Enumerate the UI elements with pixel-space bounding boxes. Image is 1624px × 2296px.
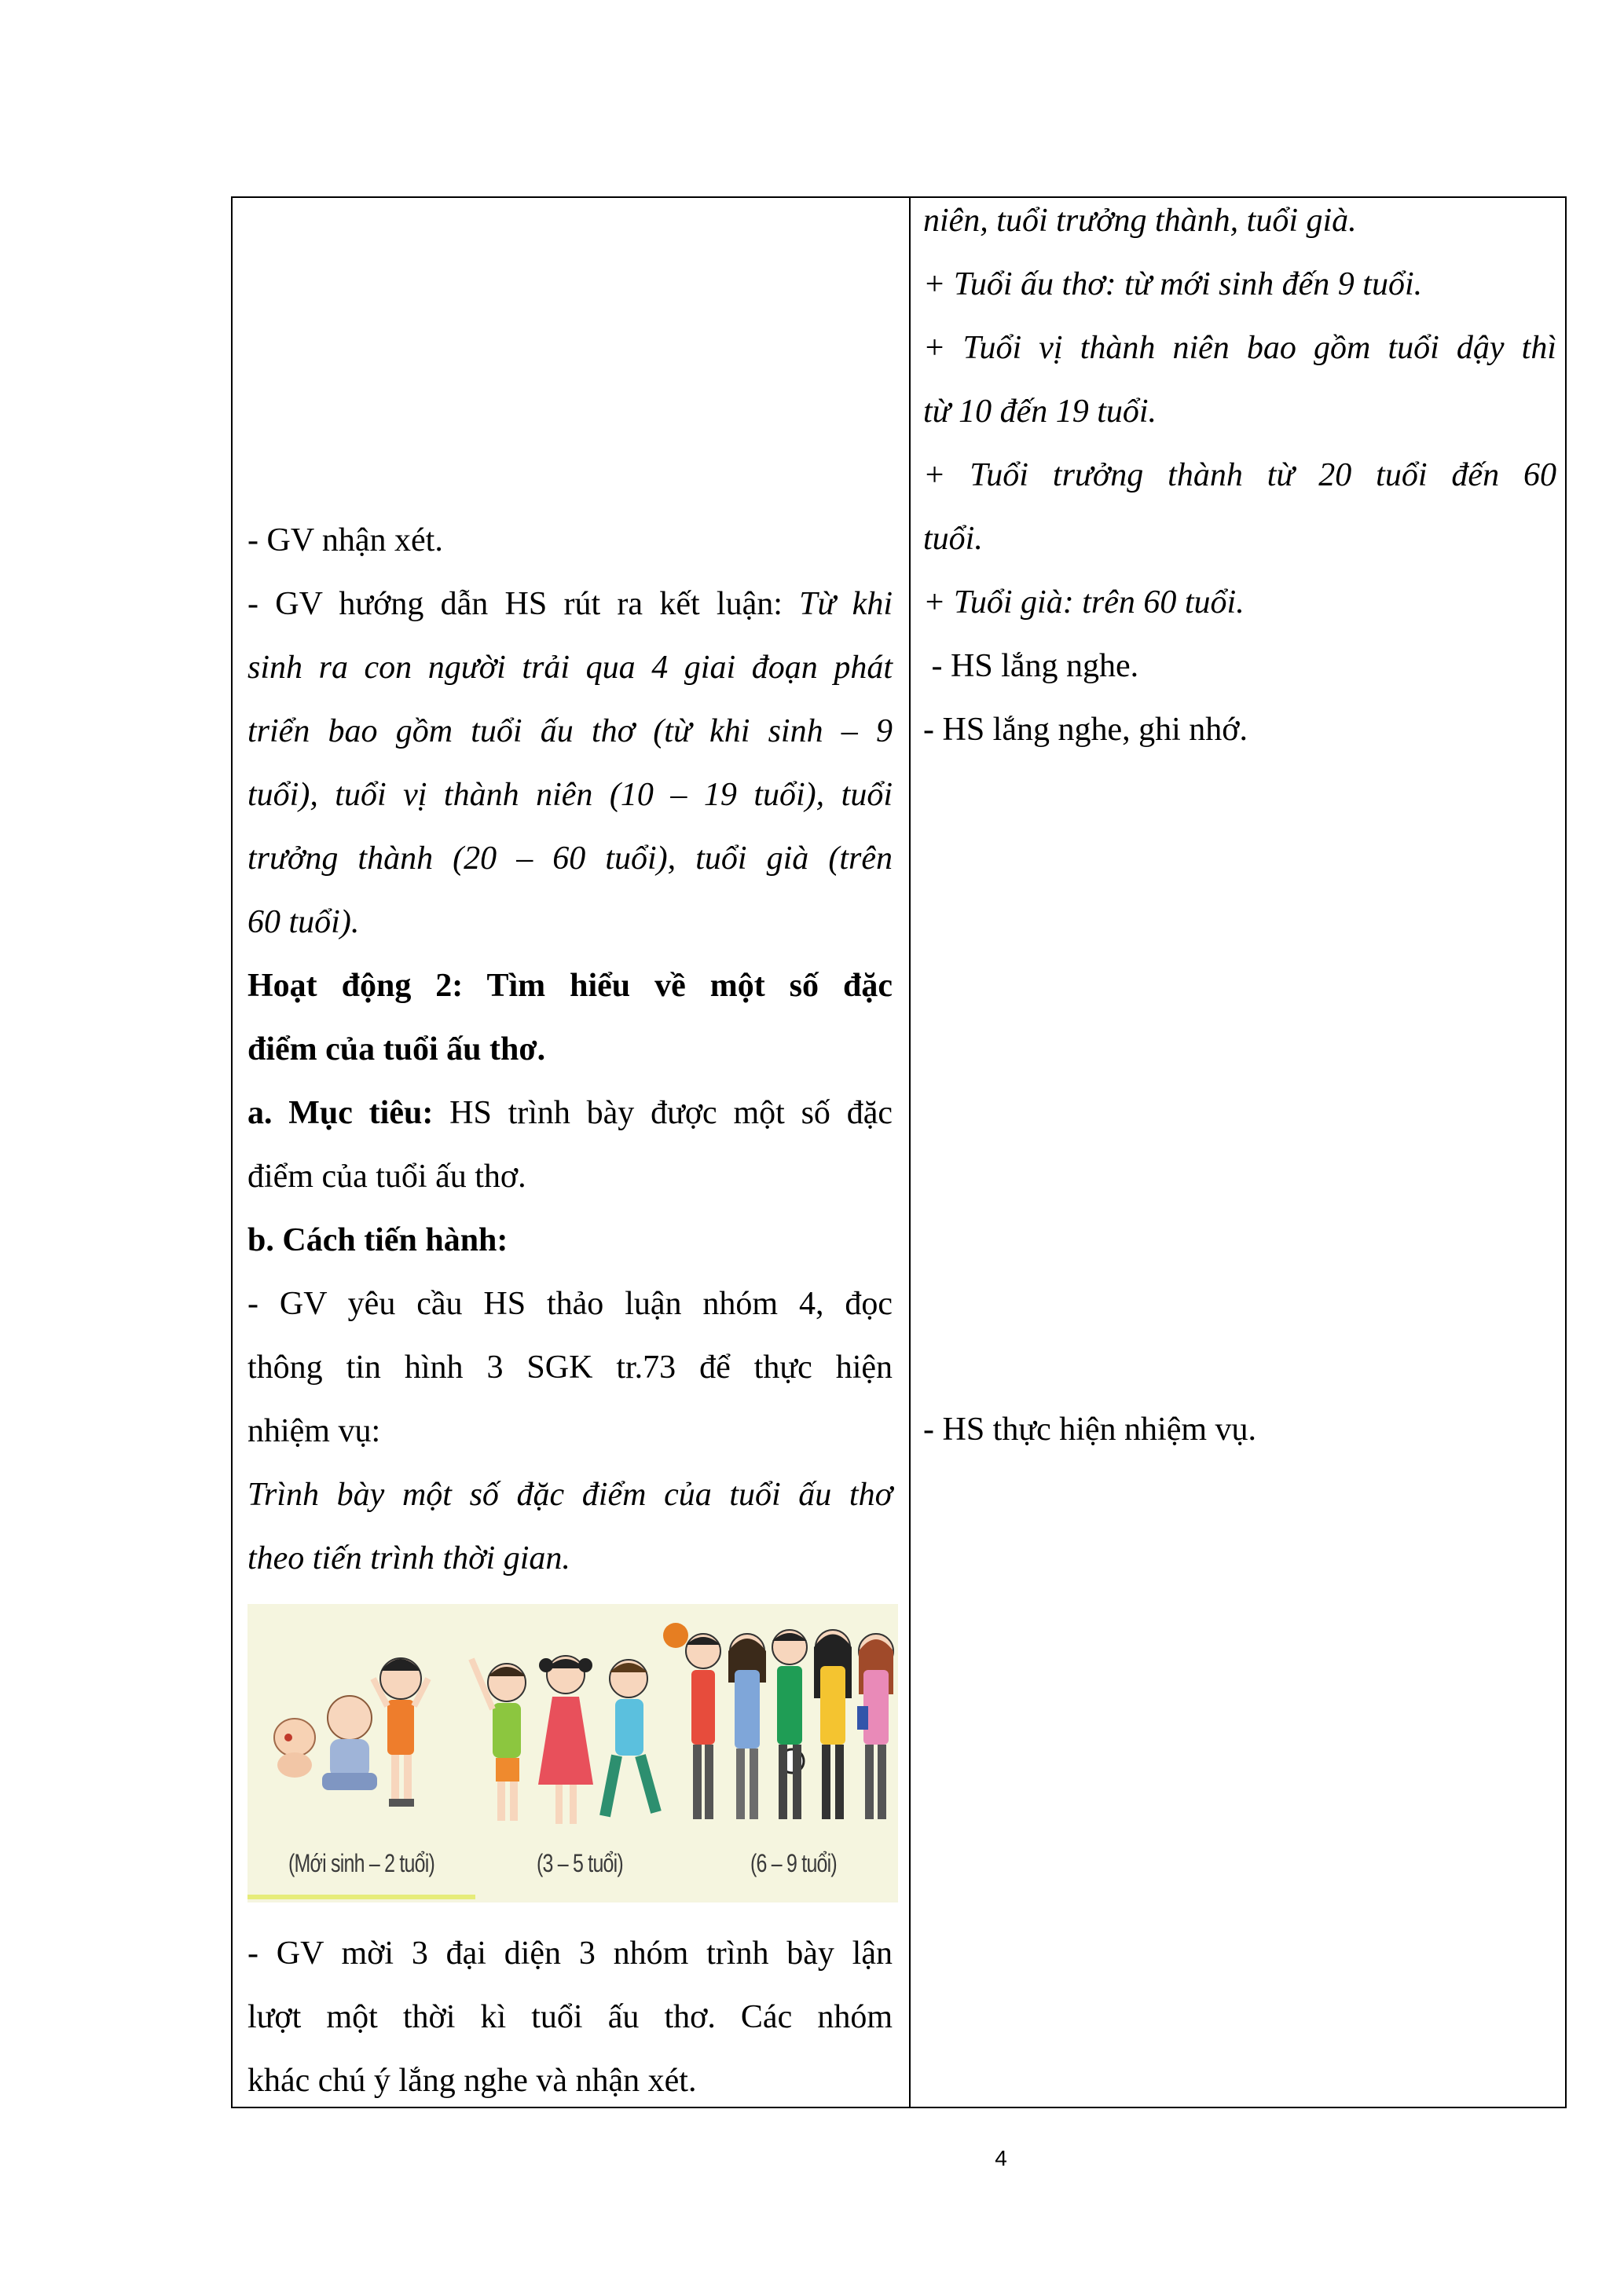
column-divider — [909, 198, 911, 2107]
cach-tien-hanh-heading: b. Cách tiến hành: — [247, 1222, 508, 1258]
lesson-table — [231, 196, 1567, 2108]
activity-2-heading-2: điểm của tuổi ấu thơ. — [247, 1031, 546, 1067]
moi-line-2: lượt một thời kì tuổi ấu thơ. Các nhóm — [247, 1999, 893, 2035]
right-line-7: + Tuổi già: trên 60 tuổi. — [923, 584, 1245, 621]
boy-running-figure — [605, 1660, 656, 1816]
right-line-8: - HS lắng nghe. — [923, 648, 1139, 684]
huong-dan-line-5: trưởng thành (20 – 60 tuổi), tuổi già (trên — [247, 840, 893, 877]
ball-spinner-figure — [663, 1623, 720, 1819]
huong-dan-line-1: - GV hướng dẫn HS rút ra kết luận: Từ khi — [247, 586, 893, 622]
boy-with-ball-figure — [772, 1630, 807, 1819]
right-line-9: - HS lắng nghe, ghi nhớ. — [923, 712, 1248, 748]
girl-grey-figure — [728, 1634, 766, 1819]
right-line-5: + Tuổi trưởng thành từ 20 tuổi đến 60 — [923, 457, 1556, 493]
caption-3-5: (3 – 5 tuổi) — [537, 1849, 623, 1877]
task-line-2: theo tiến trình thời gian. — [247, 1540, 570, 1576]
muc-tieu-line-2: điểm của tuổi ấu thơ. — [247, 1159, 526, 1195]
yeu-cau-line-1: - GV yêu cầu HS thảo luận nhóm 4, đọc — [247, 1286, 893, 1322]
caption-6-9: (6 – 9 tuổi) — [750, 1849, 837, 1877]
page-number: 4 — [995, 2146, 1007, 2170]
right-line-2: + Tuổi ấu thơ: từ mới sinh đến 9 tuổi. — [923, 266, 1423, 302]
yeu-cau-line-2: thông tin hình 3 SGK tr.73 để thực hiện — [247, 1349, 893, 1386]
right-line-1: niên, tuổi trưởng thành, tuổi già. — [923, 203, 1357, 239]
huong-dan-line-6: 60 tuổi). — [247, 904, 360, 940]
yeu-cau-line-3: nhiệm vụ: — [247, 1413, 381, 1449]
activity-2-heading-1: Hoạt động 2: Tìm hiểu về một số đặc — [247, 968, 893, 1004]
girl-red-dress-figure — [538, 1656, 593, 1824]
small-boy-figure — [373, 1658, 428, 1807]
kid-green-figure — [471, 1659, 526, 1821]
gv-nhan-xet: - GV nhận xét. — [247, 522, 443, 558]
moi-line-3: khác chú ý lắng nghe và nhận xét. — [247, 2063, 697, 2099]
childhood-stages-illustration — [247, 1604, 898, 1902]
right-line-10: - HS thực hiện nhiệm vụ. — [923, 1412, 1257, 1448]
right-line-3: + Tuổi vị thành niên bao gồm tuổi dậy thì — [923, 330, 1556, 366]
girl-pink-figure — [857, 1634, 893, 1819]
caption-newborn: (Mới sinh – 2 tuổi) — [288, 1849, 435, 1877]
girl-yellow-figure — [814, 1630, 852, 1819]
muc-tieu-line-1: a. Mục tiêu: HS trình bày được một số đặc — [247, 1095, 893, 1131]
task-line-1: Trình bày một số đặc điểm của tuổi ấu thơ — [247, 1477, 893, 1513]
baby-crawling-figure — [274, 1719, 315, 1778]
huong-dan-line-2: sinh ra con người trải qua 4 giai đoạn phát — [247, 650, 893, 686]
right-line-4: từ 10 đến 19 tuổi. — [923, 394, 1157, 430]
huong-dan-line-4: tuổi), tuổi vị thành niên (10 – 19 tuổi), tuổi — [247, 777, 893, 813]
huong-dan-line-3: triển bao gồm tuổi ấu thơ (từ khi sinh – 9 — [247, 713, 893, 749]
right-line-6: tuổi. — [923, 521, 983, 557]
toddler-figure — [322, 1696, 377, 1790]
moi-line-1: - GV mời 3 đại diện 3 nhóm trình bày lận — [247, 1935, 893, 1972]
